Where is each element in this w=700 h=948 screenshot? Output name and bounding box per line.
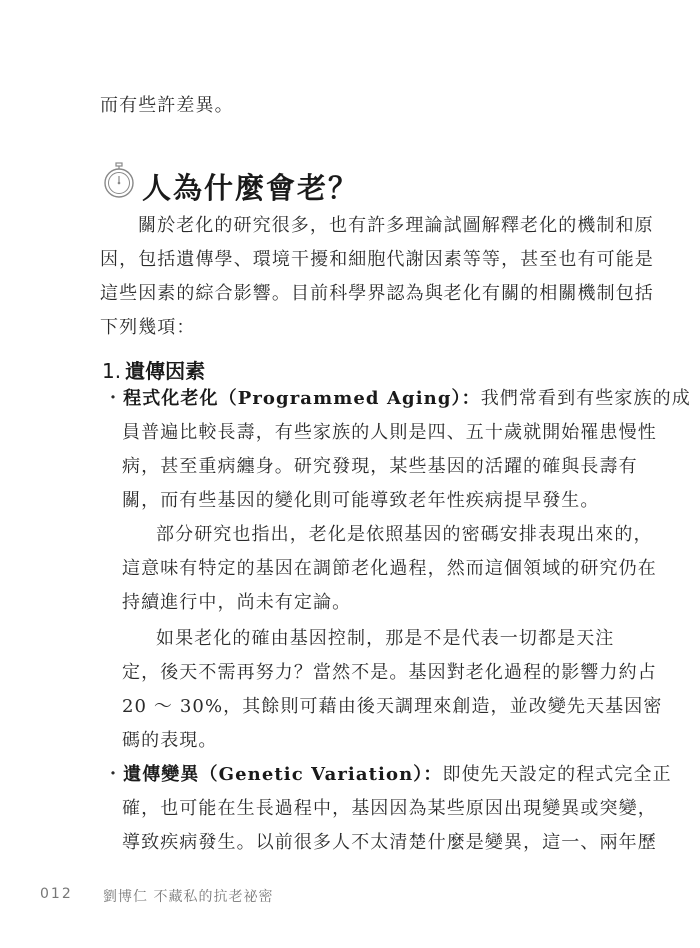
subsection-number: 1. (102, 359, 122, 383)
body-line: 碼的表現。 (122, 730, 218, 751)
bullet-term: 程式化老化（Programmed Aging）： (123, 388, 481, 409)
bullet-glyph: ・ (104, 764, 124, 785)
body-line: 部分研究也指出，老化是依照基因的密碼安排表現出來的， (156, 524, 653, 545)
page-number: 012 (40, 886, 73, 902)
intro-line: 下列幾項： (100, 317, 196, 338)
bullet-item-programmed-aging (104, 387, 691, 411)
bullet-term: 遺傳變異（Genetic Variation）： (123, 764, 443, 785)
body-line: 員普遍比較長壽，有些家族的人則是四、五十歲就開始罹患慢性 (122, 422, 657, 443)
stopwatch-icon (102, 162, 136, 198)
running-title: 劉博仁 不藏私的抗老祕密 (103, 889, 274, 905)
intro-line: 關於老化的研究很多，也有許多理論試圖解釋老化的機制和原 (138, 215, 654, 236)
body-line: 這意味有特定的基因在調節老化過程，然而這個領域的研究仍在 (122, 558, 657, 579)
bullet-item-genetic-variation (104, 763, 672, 787)
intro-line: 因，包括遺傳學、環境干擾和細胞代謝因素等等，甚至也有可能是 (100, 249, 654, 270)
subsection-heading (102, 355, 205, 384)
bullet-text: 我們常看到有些家族的成 (480, 388, 691, 409)
body-line: 20 ～ 30%，其餘則可藉由後天調理來創造，並改變先天基因密 (122, 696, 663, 717)
subsection-title: 遺傳因素 (125, 359, 206, 383)
intro-line: 這些因素的綜合影響。目前科學界認為與老化有關的相關機制包括 (100, 283, 654, 304)
bullet-text: 即使先天設定的程式完全正 (442, 764, 672, 785)
lead-line: 而有些許差異。 (100, 95, 234, 116)
body-line: 導致疾病發生。以前很多人不太清楚什麼是變異，這一、兩年歷 (122, 832, 657, 853)
body-line: 如果老化的確由基因控制，那是不是代表一切都是天注 (156, 628, 615, 649)
body-line: 確，也可能在生長過程中，基因因為某些原因出現變異或突變， (122, 798, 657, 819)
body-line: 病，甚至重病纏身。研究發現，某些基因的活躍的確與長壽有 (122, 456, 638, 477)
body-line: 定，後天不需再努力？當然不是。基因對老化過程的影響力約占 (122, 662, 657, 683)
section-title: 人為什麼會老？ (142, 171, 360, 205)
body-line: 持續進行中，尚未有定論。 (122, 592, 352, 613)
body-line: 關，而有些基因的變化則可能導致老年性疾病提早發生。 (122, 490, 600, 511)
bullet-glyph: ・ (104, 388, 124, 409)
